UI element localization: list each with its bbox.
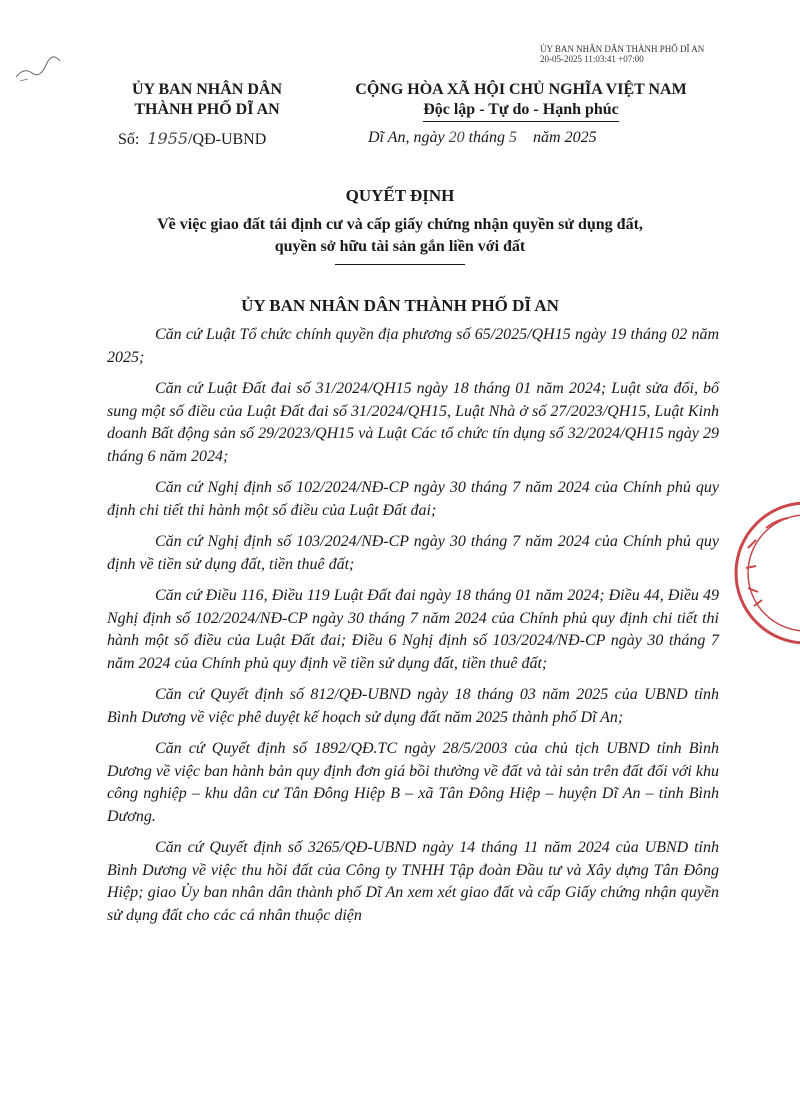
legal-basis-paragraph: Căn cứ Nghị định số 102/2024/NĐ-CP ngày 30 tháng 7 năm 2024 của Chính phủ quy định chi tiết thi hành một số điều của Luật Đất đai;: [107, 479, 719, 519]
doc-number-suffix: /QĐ-UBND: [188, 131, 267, 148]
document-subject: [60, 214, 740, 265]
national-motto: Độc lập - Tự do - Hạnh phúc: [423, 100, 619, 122]
signature-issuer: ỦY BAN NHÂN DÂN THÀNH PHỐ DĨ AN: [540, 44, 705, 54]
date-month-label: tháng: [468, 129, 506, 146]
date-month: 5: [509, 129, 518, 146]
legal-basis-list: [107, 324, 719, 936]
document-number: [118, 129, 266, 149]
document-title: QUYẾT ĐỊNH: [345, 186, 455, 205]
legal-basis-paragraph: Căn cứ Luật Tổ chức chính quyền địa phương số 65/2025/QH15 ngày 19 tháng 02 năm 2025;: [107, 326, 719, 366]
date-day: 20: [448, 129, 465, 146]
authority-line-1: ỦY BAN NHÂN DÂN: [131, 81, 283, 98]
pen-mark-icon: [14, 55, 64, 85]
subject-line-1: Về việc giao đất tái định cư và cấp giấy chứng nhận quyền sử dụng đất,: [157, 216, 643, 233]
subject-underline: [335, 264, 465, 265]
signature-timestamp: 20-05-2025 11:03:41 +07:00: [540, 54, 644, 64]
document-date: [368, 129, 597, 147]
legal-basis-paragraph: Căn cứ Quyết định số 812/QĐ-UBND ngày 18 tháng 03 năm 2025 của UBND tỉnh Bình Dương về việc phê duyệt kế hoạch sử dụng đất năm 2025 thành phố Dĩ An;: [107, 686, 719, 726]
legal-basis-paragraph: Căn cứ Quyết định số 1892/QĐ.TC ngày 28/5/2003 của chủ tịch UBND tỉnh Bình Dương về việc ban hành bản quy định đơn giá bồi thường về đất và tài sản trên đất đối với khu công nghiệp – khu dân cư Tân Đông Hiệp B – xã Tân Đông Hiệp – huyện Dĩ An – tỉnh Bình Dương.: [107, 740, 719, 825]
authority-heading: ỦY BAN NHÂN DÂN THÀNH PHỐ DĨ AN: [241, 296, 559, 315]
doc-number-prefix: Số:: [118, 131, 140, 148]
issuing-authority-header: [112, 80, 302, 120]
date-year: năm 2025: [533, 129, 597, 146]
subject-line-2: quyền sở hữu tài sản gắn liền với đất: [274, 238, 526, 255]
legal-basis-paragraph: Căn cứ Luật Đất đai số 31/2024/QH15 ngày 18 tháng 01 năm 2024; Luật sửa đổi, bổ sung một số điều của Luật Đất đai số 31/2024/QH15, Luật Nhà ở số 27/2023/QH15, Luật Kinh doanh Bất động sản số 29/2023/QH15 và Luật Các tổ chức tín dụng số 32/2024/QH15 ngày 29 tháng 6 năm 2024;: [107, 380, 719, 465]
authority-line-2: THÀNH PHỐ DĨ AN: [134, 101, 280, 118]
official-seal-icon: [726, 488, 800, 658]
national-header: [316, 80, 726, 122]
legal-basis-paragraph: Căn cứ Nghị định số 103/2024/NĐ-CP ngày 30 tháng 7 năm 2024 của Chính phủ quy định về tiền sử dụng đất, tiền thuê đất;: [107, 533, 719, 573]
digital-signature-note: [540, 44, 704, 64]
legal-basis-paragraph: Căn cứ Điều 116, Điều 119 Luật Đất đai ngày 18 tháng 01 năm 2024; Điều 44, Điều 49 Nghị định số 102/2024/NĐ-CP ngày 30 tháng 7 năm 2024 của Chính phủ quy định chi tiết thi hành một số điều của Luật Đất đai; Điều 6 Nghị định số 103/2024/NĐ-CP ngày 30 tháng 7 năm 2024 của Chính phủ quy định về tiền sử dụng đất, tiền thuê đất;: [107, 587, 719, 672]
legal-basis-paragraph: Căn cứ Quyết định số 3265/QĐ-UBND ngày 14 tháng 11 năm 2024 của UBND tỉnh Bình Dương về việc thu hồi đất của Công ty TNHH Tập đoàn Đầu tư và Xây dựng Tân Đông Hiệp; giao Ủy ban nhân dân thành phố Dĩ An xem xét giao đất và cấp Giấy chứng nhận quyền sử dụng đất cho các cá nhân thuộc diện: [107, 839, 719, 924]
national-title: CỘNG HÒA XÃ HỘI CHỦ NGHĨA VIỆT NAM: [355, 81, 687, 98]
doc-number-handwritten: 1955: [147, 129, 189, 148]
date-place: Dĩ An, ngày: [368, 129, 445, 146]
